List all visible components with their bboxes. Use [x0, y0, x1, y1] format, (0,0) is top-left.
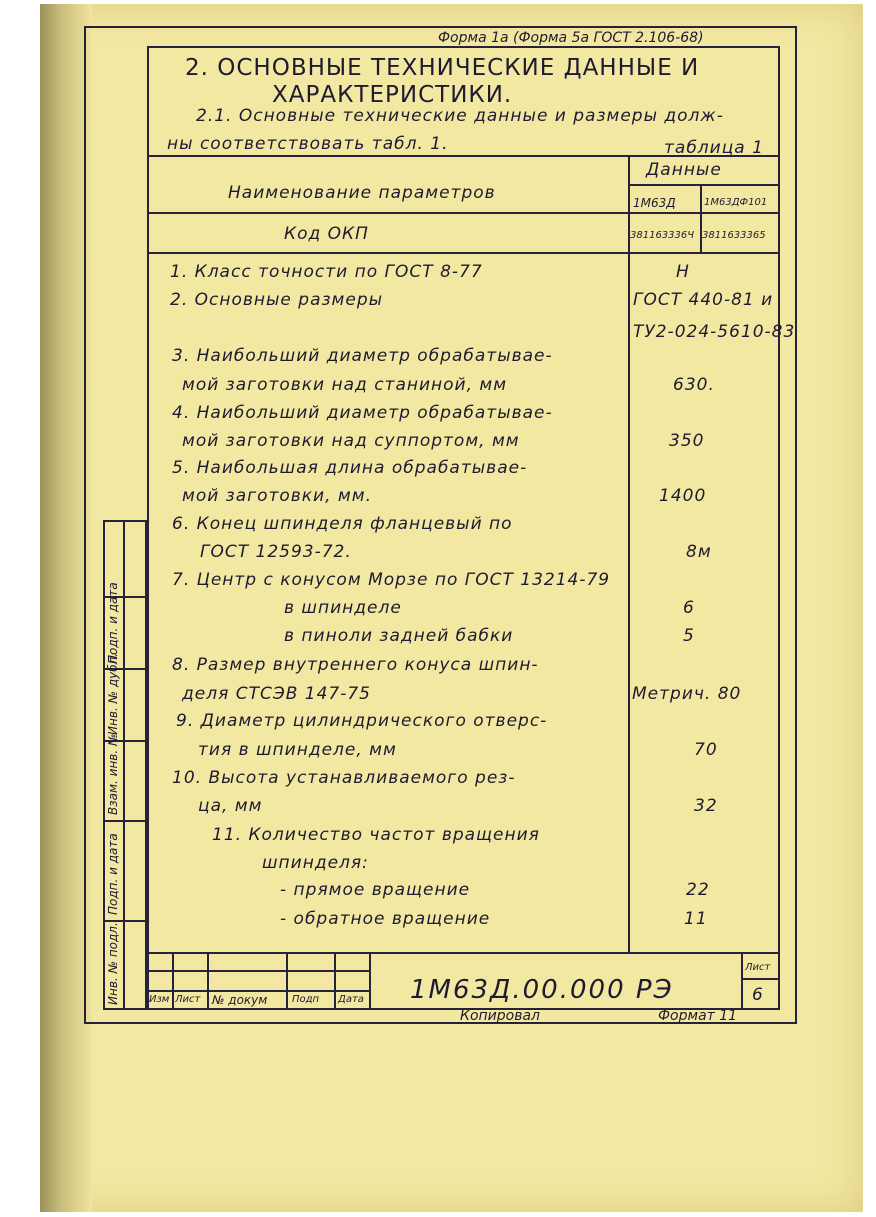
- column-header-parameters: Наименование параметров: [228, 183, 496, 203]
- parameter-text: мой заготовки над суппортом, мм: [182, 431, 520, 451]
- parameter-text: 6. Конец шпинделя фланцевый по: [172, 514, 513, 534]
- parameter-value: ТУ2-024-5610-83: [633, 322, 796, 342]
- copied-by-label: Копировал: [460, 1008, 540, 1024]
- data-subheader-rule: [628, 184, 780, 186]
- parameter-text: 8. Размер внутреннего конуса шпин-: [172, 655, 539, 675]
- subtitle-line2: ны соответствовать табл. 1.: [167, 134, 449, 154]
- parameter-text: - прямое вращение: [280, 880, 471, 900]
- parameter-value: 5: [683, 626, 695, 646]
- sheet-number: 6: [752, 985, 764, 1005]
- title-block-col-5: [369, 952, 371, 1010]
- section-title-line2: ХАРАКТЕРИСТИКИ.: [272, 82, 513, 108]
- table-label: таблица 1: [664, 138, 764, 158]
- section-title-line1: 2. ОСНОВНЫЕ ТЕХНИЧЕСКИЕ ДАННЫЕ И: [185, 55, 700, 81]
- table-bottom-rule: [147, 952, 780, 954]
- document-designation: 1М63Д.00.000 РЭ: [410, 975, 674, 1005]
- parameter-value: 32: [694, 796, 718, 816]
- header-rule: [147, 212, 780, 214]
- form-note: Форма 1а (Форма 5а ГОСТ 2.106-68): [438, 30, 704, 46]
- title-block-sheet-rule: [741, 978, 780, 980]
- parameter-text: в пиноли задней бабки: [284, 626, 514, 646]
- parameter-text: 7. Центр с конусом Морзе по ГОСТ 13214-79: [172, 570, 611, 590]
- parameter-value: 630.: [673, 375, 715, 395]
- okp-model1: 381163336Ч: [630, 230, 695, 241]
- parameter-text: 9. Диаметр цилиндрического отверс-: [176, 711, 548, 731]
- parameter-value: Метрич. 80: [632, 684, 742, 704]
- table-top-rule: [147, 155, 780, 157]
- parameter-text: шпинделя:: [262, 853, 369, 873]
- okp-rule: [147, 252, 780, 254]
- parameter-value: 1400: [659, 486, 707, 506]
- parameter-text: - обратное вращение: [280, 909, 491, 929]
- side-stamp-divider: [123, 520, 125, 1010]
- parameter-text: мой заготовки над станиной, мм: [182, 375, 508, 395]
- column-header-data: Данные: [646, 160, 722, 180]
- parameter-text: ГОСТ 12593-72.: [200, 542, 352, 562]
- title-block-sheet-col: [741, 952, 743, 1010]
- parameter-text: мой заготовки, мм.: [182, 486, 372, 506]
- parameter-text: ца, мм: [198, 796, 263, 816]
- side-stamp-rule-4: [103, 820, 147, 822]
- parameter-text: 4. Наибольший диаметр обрабатывае-: [172, 403, 553, 423]
- okp-label: Код ОКП: [284, 224, 369, 244]
- side-stamp-label-4: Инв. № дубл.: [106, 652, 120, 735]
- title-block-label-sign: Подп: [292, 994, 320, 1005]
- side-stamp-label-3: Взам. инв. №: [106, 733, 120, 815]
- title-block-col-4: [334, 952, 336, 1010]
- side-stamp-label-5: Подп. и дата: [106, 582, 120, 664]
- subtitle-line1: 2.1. Основные технические данные и размеры долж-: [196, 106, 724, 126]
- column-header-model1: 1М63Д: [633, 196, 676, 210]
- parameter-text: 1. Класс точности по ГОСТ 8-77: [170, 262, 483, 282]
- title-block-label-doc: № докум: [212, 993, 268, 1007]
- title-block-label-list: Лист: [175, 994, 201, 1005]
- okp-model2: 3811633365: [702, 230, 766, 241]
- parameter-value: 11: [684, 909, 708, 929]
- parameter-text: 3. Наибольший диаметр обрабатывае-: [172, 346, 553, 366]
- parameter-value: 350: [669, 431, 705, 451]
- title-block-label-izm: Изм: [149, 994, 170, 1005]
- model-split-rule: [700, 184, 702, 252]
- parameter-value: ГОСТ 440-81 и: [633, 290, 774, 310]
- format-label: Формат 11: [658, 1008, 738, 1024]
- title-block-col-1: [172, 952, 174, 1010]
- parameter-value: 22: [686, 880, 710, 900]
- sheet-label: Лист: [745, 962, 771, 973]
- column-header-model2: 1М63ДФ101: [704, 197, 768, 208]
- parameter-value: Н: [676, 262, 690, 282]
- title-block-col-2: [207, 952, 209, 1010]
- parameter-text: 10. Высота устанавливаемого рез-: [172, 768, 516, 788]
- parameter-text: деля СТСЭВ 147-75: [182, 684, 371, 704]
- parameter-value: 6: [683, 598, 695, 618]
- parameter-value: 70: [694, 740, 718, 760]
- data-column-rule: [628, 155, 630, 952]
- parameter-text: 11. Количество частот вращения: [212, 825, 540, 845]
- parameter-text: в шпинделе: [284, 598, 402, 618]
- parameter-text: тия в шпинделе, мм: [198, 740, 397, 760]
- title-block-col-3: [286, 952, 288, 1010]
- side-stamp-label-2: Подп. и дата: [106, 833, 120, 915]
- title-block-label-date: Дата: [338, 994, 364, 1005]
- parameter-value: 8м: [686, 542, 712, 562]
- side-stamp-label-1: Инв. № подл.: [106, 922, 120, 1005]
- parameter-text: 5. Наибольшая длина обрабатывае-: [172, 458, 528, 478]
- parameter-text: 2. Основные размеры: [170, 290, 384, 310]
